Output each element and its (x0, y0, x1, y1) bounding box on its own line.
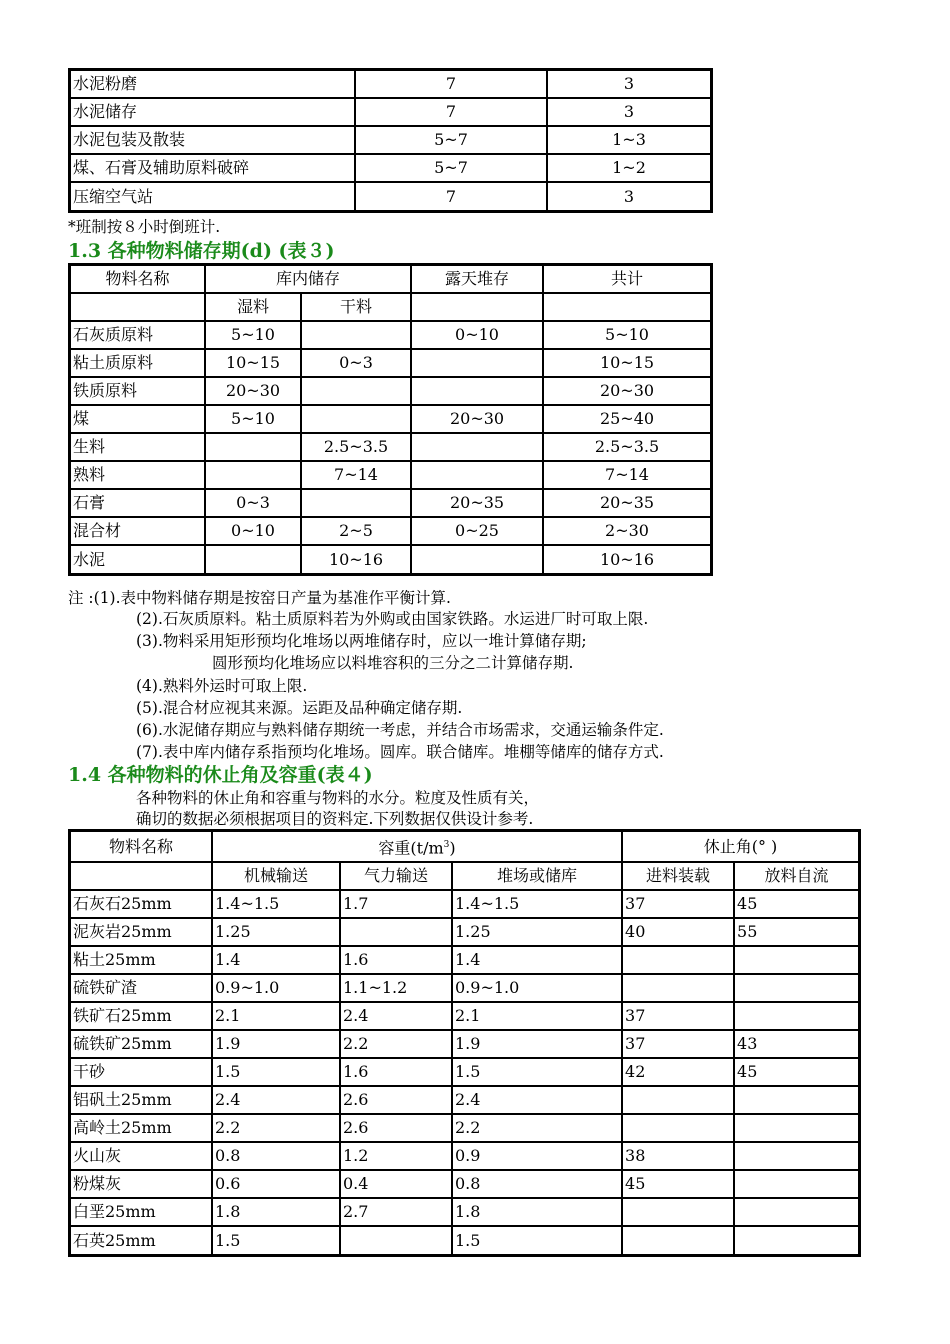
cell-yard: 1.5 (453, 1227, 623, 1254)
cell-feed: 37 (623, 1031, 735, 1059)
table-row (71, 406, 710, 434)
note-1: 注 :(1).表中物料储存期是按窑日产量为基准作平衡计算. (68, 589, 451, 607)
table-row (71, 947, 858, 975)
cell-yard: 1.8 (453, 1199, 623, 1227)
cell-feed: 42 (623, 1059, 735, 1087)
cell-mechanical: 2.4 (213, 1087, 341, 1115)
cell-flow: 55 (735, 919, 858, 947)
table-row (71, 155, 710, 183)
note-6: (6).水泥储存期应与熟料储存期统一考虑，并结合市场需求，交通运输条件定. (136, 721, 664, 739)
cell-pneumatic: 1.7 (341, 891, 453, 919)
cell-indoor-wet: 5~10 (206, 322, 302, 350)
header-dry: 干料 (302, 294, 412, 322)
cell-flow: 45 (735, 1059, 858, 1087)
cell-mechanical: 2.2 (213, 1115, 341, 1143)
cell-material: 石灰石25mm (71, 891, 213, 919)
cell-flow (735, 1199, 858, 1227)
cell-mechanical: 1.4~1.5 (213, 891, 341, 919)
cell-material: 石英25mm (71, 1227, 213, 1254)
table-row (71, 1031, 858, 1059)
cell-indoor-dry (302, 322, 412, 350)
cell-material: 火山灰 (71, 1143, 213, 1171)
cell-feed: 37 (623, 1003, 735, 1031)
table-row (71, 99, 710, 127)
cell-feed (623, 975, 735, 1003)
cell-total: 25~40 (544, 406, 710, 434)
cell-yard: 1.25 (453, 919, 623, 947)
cell-total: 10~16 (599, 549, 655, 569)
cell-pneumatic: 2.2 (341, 1031, 453, 1059)
header-indoor: 库内储存 (206, 266, 412, 294)
cell-total: 2.5~3.5 (544, 434, 710, 462)
cell-outdoor (412, 378, 544, 406)
cell-pneumatic: 1.6 (341, 1059, 453, 1087)
cell-mechanical: 0.6 (213, 1171, 341, 1199)
cell-pneumatic: 2.7 (341, 1199, 453, 1227)
table-row (71, 350, 710, 378)
cell-material: 煤 (71, 406, 206, 434)
cell-flow (735, 1115, 858, 1143)
cell-days: 7 (356, 99, 548, 127)
cell-mechanical: 2.1 (213, 1003, 341, 1031)
cell-mechanical: 0.9~1.0 (213, 975, 341, 1003)
cell-pneumatic: 1.2 (341, 1143, 453, 1171)
table-subheader-row (71, 863, 858, 891)
table-row (71, 462, 710, 490)
cell-material: 铁矿石25mm (71, 1003, 213, 1031)
cell-indoor-dry (302, 378, 412, 406)
shift-note: *班制按８小时倒班计. (68, 218, 221, 236)
table-row (71, 1199, 858, 1227)
cell-outdoor: 20~35 (412, 490, 544, 518)
cell-flow (735, 1143, 858, 1171)
header-material-name: 物料名称 (71, 266, 206, 294)
shift-table (68, 68, 713, 213)
cell-total: 20~35 (544, 490, 710, 518)
cell-outdoor: 20~30 (412, 406, 544, 434)
cell-material: 干砂 (71, 1059, 213, 1087)
section-1-4-intro-1: 各种物料的休止角和容重与物料的水分。粒度及性质有关， (136, 789, 540, 807)
header-angle: 休止角(° ) (623, 832, 858, 863)
cell-shifts: 3 (548, 99, 710, 127)
cell-outdoor: 0~25 (412, 518, 544, 546)
cell-process: 煤、石膏及辅助原料破碎 (71, 155, 356, 183)
cell-indoor-dry: 2.5~3.5 (302, 434, 412, 462)
cell-material: 石灰质原料 (71, 322, 206, 350)
storage-period-table (68, 263, 713, 576)
table-header-row (71, 266, 710, 294)
cell-material: 高岭土25mm (71, 1115, 213, 1143)
cell-days: 7 (356, 71, 548, 99)
cell-pneumatic: 2.6 (341, 1115, 453, 1143)
cell-flow (735, 1227, 858, 1254)
cell-indoor-dry: 0~3 (302, 350, 412, 378)
table-row (71, 1143, 858, 1171)
cell-material: 石膏 (71, 490, 206, 518)
note-3: (3).物料采用矩形预均化堆场以两堆储存时，应以一堆计算储存期; (136, 632, 587, 650)
cell-indoor-wet: 0~10 (206, 518, 302, 546)
cell-indoor-wet: 0~3 (206, 490, 302, 518)
table-row (71, 1087, 858, 1115)
cell-yard: 1.4 (453, 947, 623, 975)
cell-feed (623, 947, 735, 975)
cell-yard: 0.9~1.0 (453, 975, 623, 1003)
cell-material: 生料 (71, 434, 206, 462)
cell-feed: 37 (623, 891, 735, 919)
cell-material: 铁质原料 (71, 378, 206, 406)
section-1-4-title: 1.4 各种物料的休止角及容重(表４) (68, 764, 373, 786)
header-pneumatic: 气力输送 (341, 863, 453, 891)
header-outdoor: 露天堆存 (412, 266, 544, 294)
cell-material: 水泥 (71, 546, 206, 573)
empty-cell (71, 863, 213, 891)
note-2: (2).石灰质原料。粘土质原料若为外购或由国家铁路。水运进厂时可取上限. (136, 610, 649, 628)
cell-flow (735, 975, 858, 1003)
cell-outdoor: 0~10 (412, 322, 544, 350)
cell-material: 粉煤灰 (71, 1171, 213, 1199)
cell-flow: 45 (735, 891, 858, 919)
cell-indoor-wet (206, 462, 302, 490)
cell-pneumatic: 0.4 (341, 1171, 453, 1199)
cell-mechanical: 1.5 (213, 1059, 341, 1087)
cell-days: 7 (356, 183, 548, 210)
table-row (71, 919, 858, 947)
cell-indoor-dry: 10~16 (302, 546, 412, 573)
cell-yard: 2.4 (453, 1087, 623, 1115)
table-row (71, 127, 710, 155)
cell-flow (735, 1171, 858, 1199)
section-1-3-title: 1.3 各种物料储存期(d) (表３) (68, 240, 335, 262)
table-row (71, 891, 858, 919)
cell-indoor-wet: 10~15 (206, 350, 302, 378)
cell-pneumatic: 1.6 (341, 947, 453, 975)
cell-flow: 43 (735, 1031, 858, 1059)
cell-pneumatic: 2.6 (341, 1087, 453, 1115)
cell-feed (623, 1087, 735, 1115)
cell-process: 水泥储存 (71, 99, 356, 127)
cell-feed (623, 1115, 735, 1143)
cell-material: 泥灰岩25mm (71, 919, 213, 947)
cell-shifts: 3 (548, 71, 710, 99)
empty-cell (412, 294, 544, 322)
table-row (71, 975, 858, 1003)
cell-material: 熟料 (71, 462, 206, 490)
density-angle-table (68, 829, 861, 1257)
cell-process: 压缩空气站 (71, 183, 356, 210)
cell-mechanical: 1.5 (213, 1227, 341, 1254)
table-header-row (71, 832, 858, 863)
header-yard: 堆场或储库 (453, 863, 623, 891)
cell-feed: 45 (623, 1171, 735, 1199)
cell-feed (623, 1227, 735, 1254)
cell-material: 硫铁矿25mm (71, 1031, 213, 1059)
cell-material: 硫铁矿渣 (71, 975, 213, 1003)
cell-feed: 38 (623, 1143, 735, 1171)
cell-total: 2~30 (544, 518, 710, 546)
cell-feed: 40 (623, 919, 735, 947)
section-1-4-intro-2: 确切的数据必须根据项目的资料定.下列数据仅供设计参考. (136, 810, 534, 828)
cell-process: 水泥包装及散装 (71, 127, 356, 155)
empty-cell (71, 294, 206, 322)
cell-mechanical: 1.4 (213, 947, 341, 975)
cell-pneumatic: 1.1~1.2 (341, 975, 453, 1003)
cell-indoor-dry: 7~14 (302, 462, 412, 490)
note-3-cont: 圆形预均化堆场应以料堆容积的三分之二计算储存期. (212, 654, 574, 672)
note-7: (7).表中库内储存系指预均化堆场。圆库。联合储库。堆棚等储库的储存方式. (136, 743, 664, 761)
cell-mechanical: 0.8 (213, 1143, 341, 1171)
table-row (71, 183, 710, 210)
table-row (71, 1115, 858, 1143)
cell-shifts: 1~2 (548, 155, 710, 183)
header-wet: 湿料 (206, 294, 302, 322)
cell-indoor-wet (206, 434, 302, 462)
cell-outdoor (412, 350, 544, 378)
cell-material: 粘土25mm (71, 947, 213, 975)
table-row (71, 546, 710, 573)
cell-yard: 0.9 (453, 1143, 623, 1171)
cell-shifts: 3 (623, 186, 635, 206)
cell-yard: 1.5 (453, 1059, 623, 1087)
cell-indoor-wet (206, 546, 302, 573)
table-row (71, 1171, 858, 1199)
cell-indoor-wet: 20~30 (206, 378, 302, 406)
cell-flow (735, 1087, 858, 1115)
cell-total: 20~30 (544, 378, 710, 406)
cell-indoor-dry (302, 490, 412, 518)
cell-material: 粘土质原料 (71, 350, 206, 378)
header-feed: 进料装载 (623, 863, 735, 891)
header-flow: 放料自流 (735, 863, 858, 891)
cell-yard: 1.9 (453, 1031, 623, 1059)
cell-material: 白垩25mm (71, 1199, 213, 1227)
header-density-text: 容重(t/m (378, 838, 444, 858)
cell-outdoor (412, 434, 544, 462)
cell-flow (735, 1003, 858, 1031)
table-row (71, 1059, 858, 1087)
table-row (71, 1003, 858, 1031)
cell-days: 5~7 (356, 127, 548, 155)
cell-yard: 1.4~1.5 (453, 891, 623, 919)
table-row (71, 1227, 858, 1254)
header-density-close: ) (449, 838, 456, 858)
table-row (71, 518, 710, 546)
cell-mechanical: 1.9 (213, 1031, 341, 1059)
table-row (71, 322, 710, 350)
cell-total: 7~14 (544, 462, 710, 490)
cell-yard: 2.1 (453, 1003, 623, 1031)
cell-mechanical: 1.25 (213, 919, 341, 947)
cell-total: 5~10 (544, 322, 710, 350)
cell-yard: 2.2 (453, 1115, 623, 1143)
cell-pneumatic (341, 919, 453, 947)
header-density-sup: 3 (443, 840, 450, 850)
note-4: (4).熟料外运时可取上限. (136, 677, 308, 695)
cell-yard: 0.8 (453, 1171, 623, 1199)
cell-indoor-dry: 2~5 (302, 518, 412, 546)
header-material-name: 物料名称 (71, 832, 213, 863)
note-5: (5).混合材应视其来源。运距及品种确定储存期. (136, 699, 463, 717)
cell-outdoor (412, 546, 544, 573)
empty-cell (544, 294, 710, 322)
header-mechanical: 机械输送 (213, 863, 341, 891)
cell-material: 混合材 (71, 518, 206, 546)
table-subheader-row (71, 294, 710, 322)
cell-pneumatic: 2.4 (341, 1003, 453, 1031)
cell-pneumatic (341, 1227, 453, 1254)
cell-shifts: 1~3 (548, 127, 710, 155)
table-row (71, 378, 710, 406)
cell-total: 10~15 (544, 350, 710, 378)
cell-indoor-dry (302, 406, 412, 434)
cell-material: 铝矾土25mm (71, 1087, 213, 1115)
cell-days: 5~7 (356, 155, 548, 183)
cell-mechanical: 1.8 (213, 1199, 341, 1227)
cell-feed (623, 1199, 735, 1227)
table-row (71, 434, 710, 462)
table-row (71, 490, 710, 518)
cell-indoor-wet: 5~10 (206, 406, 302, 434)
cell-flow (735, 947, 858, 975)
header-density (213, 832, 623, 863)
table-row (71, 71, 710, 99)
cell-outdoor (412, 462, 544, 490)
header-total: 共计 (544, 266, 710, 294)
cell-process: 水泥粉磨 (71, 71, 356, 99)
